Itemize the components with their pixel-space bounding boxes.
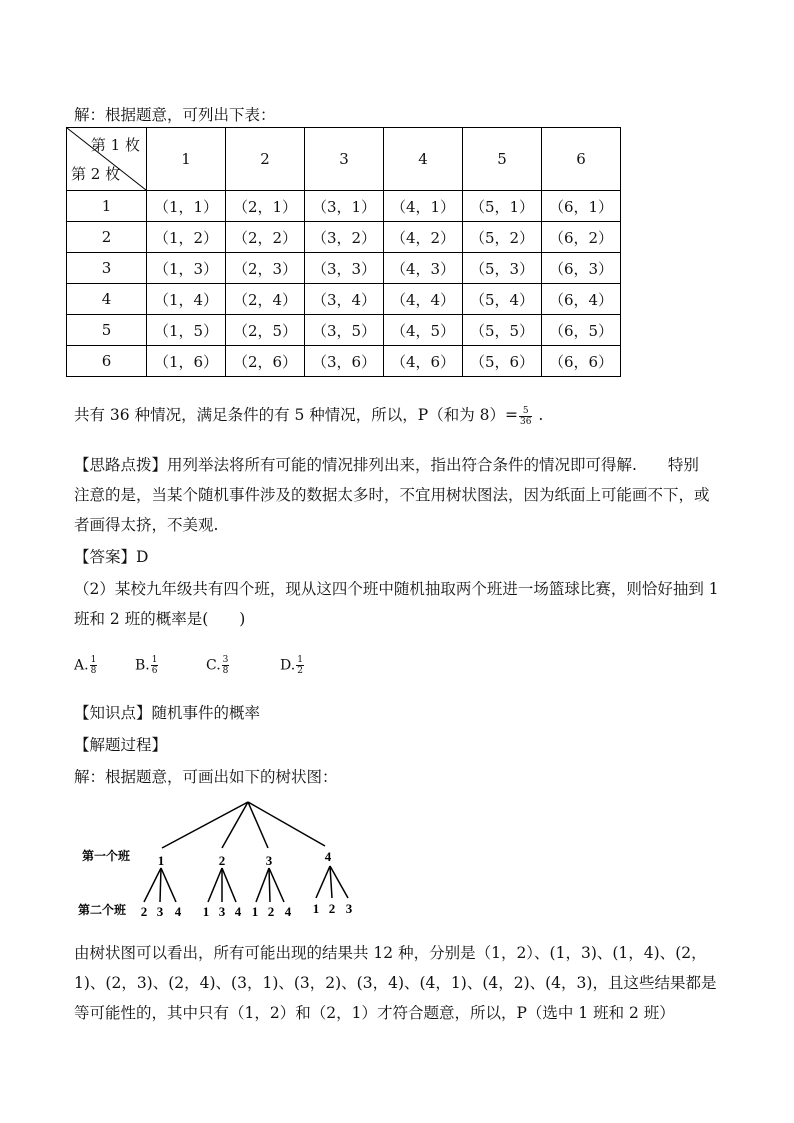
option-a — [74, 655, 98, 676]
fraction — [519, 406, 532, 427]
table-cell: （4，5） — [384, 315, 463, 346]
tree-node-level2: 3 — [218, 904, 226, 919]
tips-line-3: 者画得太挤，不美观. — [74, 516, 219, 534]
table-cell: （5，4） — [463, 284, 542, 315]
table-cell: （1，2） — [147, 222, 226, 253]
row-label: 5 — [67, 315, 147, 346]
summary-tail: . — [538, 406, 544, 424]
table-cell: （3，5） — [305, 315, 384, 346]
tree-node-level2: 4 — [174, 904, 182, 919]
branch-line — [144, 868, 161, 902]
table-cell: （3，3） — [305, 253, 384, 284]
table-cell: （5，3） — [463, 253, 542, 284]
branch-line — [256, 868, 269, 902]
table-cell: （5，1） — [463, 191, 542, 222]
col-header: 4 — [384, 128, 463, 191]
table-cell: （4，3） — [384, 253, 463, 284]
tree-node-level1: 4 — [324, 849, 332, 864]
fraction-denominator: 8 — [222, 666, 229, 676]
table-cell: （3，4） — [305, 284, 384, 315]
table-cell: （6，1） — [542, 191, 621, 222]
table-cell: （6，4） — [542, 284, 621, 315]
corner-second-coin: 第 2 枚 — [71, 165, 121, 183]
tree-node-level2: 4 — [234, 904, 242, 919]
branch-line — [330, 866, 348, 898]
table-cell: （4，1） — [384, 191, 463, 222]
table-cell: （5，2） — [463, 222, 542, 253]
table-row — [67, 346, 621, 377]
option-c — [206, 655, 230, 676]
col-header: 6 — [542, 128, 621, 191]
table-cell: （2，6） — [226, 346, 305, 377]
branch-line — [330, 866, 332, 898]
option-label: C. — [206, 657, 221, 674]
table-cell: （5，6） — [463, 346, 542, 377]
option-label: B. — [135, 657, 150, 674]
table-cell: （6，3） — [542, 253, 621, 284]
col-header: 5 — [463, 128, 542, 191]
table-cell: （2，2） — [226, 222, 305, 253]
fraction-numerator: 1 — [90, 655, 97, 665]
intro-text: 解：根据题意，可列出下表： — [74, 106, 276, 124]
table-row — [67, 253, 621, 284]
fraction-numerator: 1 — [151, 655, 158, 665]
tree-node-level2: 2 — [328, 901, 336, 916]
tree-node-level2: 3 — [156, 904, 164, 919]
question-line-2: 班和 2 班的概率是( ) — [74, 610, 246, 628]
tree-node-level2: 2 — [267, 904, 275, 919]
table-cell: （2，1） — [226, 191, 305, 222]
conclusion-line-2: 1)、(2，3)、(2，4)、(3，1)、(3，2)、(3，4)、(4，1)、(4，2)、(4，3)，且这些结果都是 — [74, 974, 717, 992]
option-d — [280, 655, 305, 676]
col-header: 2 — [226, 128, 305, 191]
row-label: 6 — [67, 346, 147, 377]
table-cell: （3，1） — [305, 191, 384, 222]
row-label: 1 — [67, 191, 147, 222]
row-label: 2 — [67, 222, 147, 253]
table-cell: （4，2） — [384, 222, 463, 253]
table-cell: （3，2） — [305, 222, 384, 253]
tree-node-level1: 3 — [265, 853, 273, 868]
table-cell: （4，4） — [384, 284, 463, 315]
tips-line-1: 【思路点拨】用列举法将所有可能的情况排列出来，指出符合条件的情况即可得解. 特别 — [74, 456, 699, 474]
conclusion-line-3: 等可能性的，其中只有（1，2）和（2，1）才符合题意，所以，P（选中 1 班和 2 班） — [74, 1004, 675, 1022]
fraction-numerator: 3 — [222, 655, 229, 665]
table-cell: （6，6） — [542, 346, 621, 377]
tree-node-level1: 1 — [157, 853, 165, 868]
row-label: 3 — [67, 253, 147, 284]
level2-label: 第二个班 — [78, 903, 127, 917]
fraction-denominator: 6 — [151, 666, 158, 676]
col-header: 1 — [147, 128, 226, 191]
fraction-numerator: 5 — [519, 406, 532, 417]
tree-diagram — [70, 800, 370, 922]
outcome-table — [66, 127, 621, 377]
table-cell: （4，6） — [384, 346, 463, 377]
option-label: D. — [280, 657, 296, 674]
branch-line — [161, 868, 176, 902]
fraction-denominator: 8 — [90, 666, 97, 676]
branch-line — [160, 868, 161, 902]
table-cell: （1，3） — [147, 253, 226, 284]
table-cell: （1，1） — [147, 191, 226, 222]
branch-line — [269, 868, 270, 902]
tree-node-level2: 2 — [140, 904, 148, 919]
table-cell: （1，5） — [147, 315, 226, 346]
table-cell: （6，5） — [542, 315, 621, 346]
summary-text: 共有 36 种情况，满足条件的有 5 种情况，所以，P（和为 8）= — [74, 406, 518, 424]
table-row — [67, 284, 621, 315]
col-header: 3 — [305, 128, 384, 191]
table-cell: （2，4） — [226, 284, 305, 315]
branch-line — [222, 868, 236, 902]
tree-node-level1: 2 — [218, 853, 226, 868]
tree-branches — [144, 802, 348, 902]
process-title: 【解题过程】 — [74, 736, 168, 754]
answer-text: 【答案】D — [74, 548, 149, 566]
fraction-denominator: 36 — [520, 416, 532, 427]
question-line-1: （2）某校九年级共有四个班，现从这四个班中随机抽取两个班进一场篮球比赛，则恰好抽到 1 — [74, 580, 719, 598]
tree-intro: 解：根据题意，可画出如下的树状图： — [74, 768, 338, 786]
table-corner-cell — [67, 128, 147, 191]
tree-node-level2: 4 — [284, 904, 292, 919]
conclusion-line-1: 由树状图可以看出，所有可能出现的结果共 12 种，分别是（1，2）、(1，3)、(1，4)、(2， — [74, 944, 707, 962]
table-row — [67, 222, 621, 253]
branch-line — [248, 802, 268, 848]
branch-line — [316, 866, 330, 898]
branch-line — [248, 802, 325, 846]
knowledge-point: 【知识点】随机事件的概率 — [74, 704, 261, 722]
corner-first-coin: 第 1 枚 — [90, 136, 140, 154]
fraction-denominator: 2 — [297, 666, 303, 676]
table-cell: （2，3） — [226, 253, 305, 284]
option-b — [135, 655, 159, 676]
row-label: 4 — [67, 284, 147, 315]
tree-node-level2: 1 — [202, 904, 210, 919]
tips-line-2: 注意的是，当某个随机事件涉及的数据太多时，不宜用树状图法，因为纸面上可能画不下，或 — [74, 486, 710, 504]
table-cell: （5，5） — [463, 315, 542, 346]
table-cell: （1，6） — [147, 346, 226, 377]
summary-line — [74, 403, 543, 427]
option-label: A. — [74, 657, 89, 674]
tree-node-level2: 3 — [345, 901, 353, 916]
table-cell: （1，4） — [147, 284, 226, 315]
table-row — [67, 315, 621, 346]
table-cell: （2，5） — [226, 315, 305, 346]
table-cell: （3，6） — [305, 346, 384, 377]
level1-label: 第一个班 — [82, 849, 131, 863]
table-row — [67, 191, 621, 222]
fraction-numerator: 1 — [297, 655, 303, 665]
tree-node-level2: 1 — [251, 904, 259, 919]
table-cell: （6，2） — [542, 222, 621, 253]
branch-line — [208, 868, 222, 902]
tree-node-level2: 1 — [312, 901, 320, 916]
table-header-row — [67, 128, 621, 191]
branch-line — [269, 868, 284, 902]
